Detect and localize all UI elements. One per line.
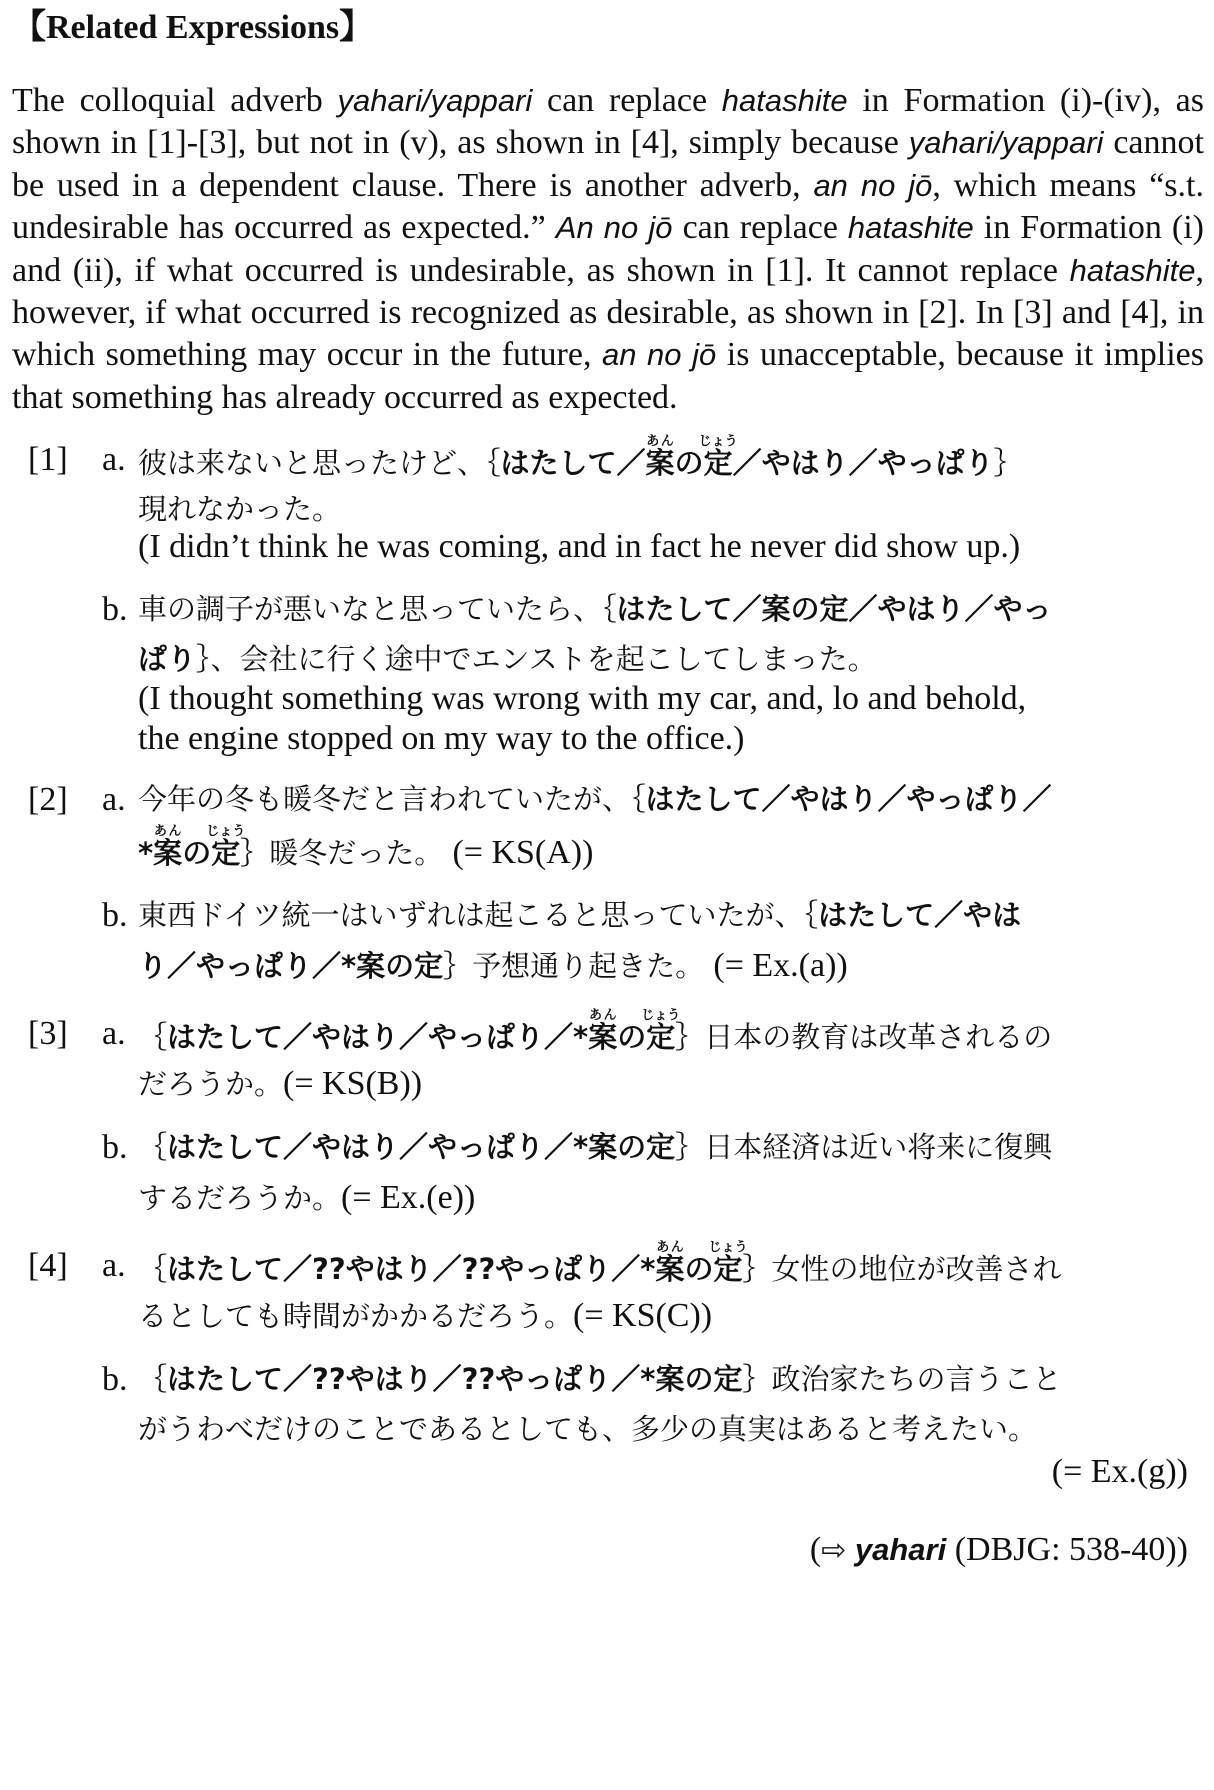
ja-text: ｝暖冬だった。 [240,836,444,870]
ja-text: ｝政治家たちの言うこと [742,1362,1062,1396]
cross-reference: (= KS(A)) [452,834,594,871]
ja-text: 彼は来ないと思ったけど、｛ [138,446,501,480]
ja-text: ｝日本経済は近い将来に復興 [675,1130,1053,1164]
ja-emph-ruby: *案あんの定じょう [138,824,246,870]
ja-emph: ／やはり／やっぱり [732,446,994,480]
example-sublabel: a. [102,441,126,478]
right-arrow-icon: ⇨ [821,1533,847,1568]
section-heading: 【Related Expressions】 [12,9,374,46]
example-japanese-line [138,824,1182,879]
example-translation: the engine stopped on my way to the office.) [138,720,745,757]
explanation-paragraph [12,80,1204,419]
para-text: can replace [532,82,722,119]
para-term: yahari/yappari [337,83,533,118]
example-japanese-line [138,1008,1182,1063]
example-japanese-line [138,1354,1182,1405]
cross-reference: (= KS(B)) [283,1065,423,1102]
para-text: in Formation (i)-(iv), as shown in [1]-[3], but not in (v), as shown in [4], simply because [12,82,1204,162]
cross-reference: (= KS(C)) [573,1297,713,1334]
example-translation: (I didn’t think he was coming, and in fact he never did show up.) [138,528,1021,565]
cross-reference: (= Ex.(e)) [341,1179,476,1216]
example-sublabel: b. [102,1129,128,1166]
example-sublabel: b. [102,897,128,934]
para-text: cannot be used in a dependent clause. There is another adverb, [12,124,1204,204]
ja-text: ｛ [138,1362,168,1396]
example-japanese-line [138,890,1182,941]
example-japanese-line [138,1172,1182,1224]
see-also-citation [810,1528,1188,1573]
para-text: The colloquial adverb [12,82,338,119]
para-text: is unacceptable, because it implies that something has already occurred as expected. [12,336,1204,416]
ja-emph: はたして／やはり／やっぱり／*案の定 [167,1130,676,1164]
cite-text: (DBJG: 538-40)) [946,1531,1188,1568]
ja-text: 東西ドイツ統一はいずれは起こると思っていたが、｛ [138,898,819,932]
ja-emph-ruby: 案あんの定じょう [655,1240,748,1286]
ja-text: ｛ [138,1020,168,1054]
ja-text: ｛ [138,1252,168,1286]
ja-text: だろうか。 [138,1067,284,1101]
example-japanese-line: 現れなかった。 [138,492,342,526]
example-japanese-line: がうわべだけのことであるとしても、多少の真実はあると考えたい。 [138,1412,1038,1446]
ja-text: るとしても時間がかかるだろう。 [138,1299,574,1333]
ja-emph: はたして／やはり／やっぱり／* [167,1020,589,1054]
cross-reference: (= Ex.(g)) [1051,1453,1188,1490]
example-japanese-line [138,940,1182,992]
example-japanese-line [138,1058,1182,1110]
ja-emph: はたして／やはり／やっぱり／ [645,782,1052,816]
example-sublabel: b. [102,591,128,628]
example-japanese-line [138,1290,1182,1342]
ja-emph-ruby: 案あんの定じょう [588,1008,681,1054]
ja-text: ｝、会社に行く途中でエンストを起こしてしまった。 [196,642,877,676]
example-sublabel: a. [102,1247,126,1284]
ja-text: ｝ [993,446,1023,480]
para-term: hatashite [1069,252,1196,288]
example-japanese-line [138,584,1182,635]
ja-emph-ruby: 案あんの定じょう [645,434,738,480]
para-text: , which means “s.t. undesirable has occurred as expected.” [12,166,1204,247]
example-japanese-line [138,774,1182,825]
ja-text: ｝日本の教育は改革されるの [675,1020,1053,1054]
para-term: an no jō [813,167,933,203]
ja-emph: り／やっぱり／*案の定 [138,949,444,983]
ja-emph: ぱり [138,642,197,676]
example-japanese-line [138,434,1182,489]
ja-text: ｝予想通り起きた。 [443,949,705,983]
example-japanese-line [138,1240,1182,1295]
ja-text: 車の調子が悪いなと思っていたら、｛ [138,592,617,626]
example-translation: (I thought something was wrong with my car, and, lo and behold, [138,680,1027,717]
example-sublabel: a. [102,781,126,818]
para-text: can replace [672,209,848,247]
cite-term: yahari [854,1532,947,1567]
para-term: yahari/yappari [908,125,1104,161]
ja-text: 今年の冬も暖冬だと言われていたが、｛ [138,782,646,816]
ja-emph: はたして／??やはり／??やっぱり／*案の定 [167,1362,743,1396]
example-number: [3] [28,1015,68,1052]
para-term: an no jō [601,337,717,373]
ja-emph: はたして／やは [818,898,1022,932]
para-text: , however, if what occurred is recognized as desirable, as shown in [2]. In [3] and [4], in which something may occur in the future, [12,251,1204,374]
example-number: [1] [28,441,68,478]
ja-emph: はたして／??やはり／??やっぱり／* [167,1252,656,1286]
para-term: hatashite [847,210,974,246]
cross-reference: (= Ex.(a)) [713,947,848,984]
example-sublabel: b. [102,1361,128,1398]
ja-text: ｝女性の地位が改善され [742,1252,1062,1286]
para-term: hatashite [721,83,848,118]
ja-text: ｛ [138,1130,168,1164]
para-text: in Formation (i) and (ii), if what occurred is undesirable, as shown in [1]. It cannot replace [12,209,1204,289]
example-number: [2] [28,781,68,818]
para-term: An no jō [555,210,673,246]
ja-text: するだろうか。 [138,1181,342,1215]
example-sublabel: a. [102,1015,126,1052]
ja-emph: はたして／ [500,446,646,480]
example-number: [4] [28,1247,68,1284]
cite-text: ( [809,1531,822,1568]
ja-emph: はたして／案の定／やはり／やっ [616,592,1052,626]
example-japanese-line [138,1122,1182,1173]
